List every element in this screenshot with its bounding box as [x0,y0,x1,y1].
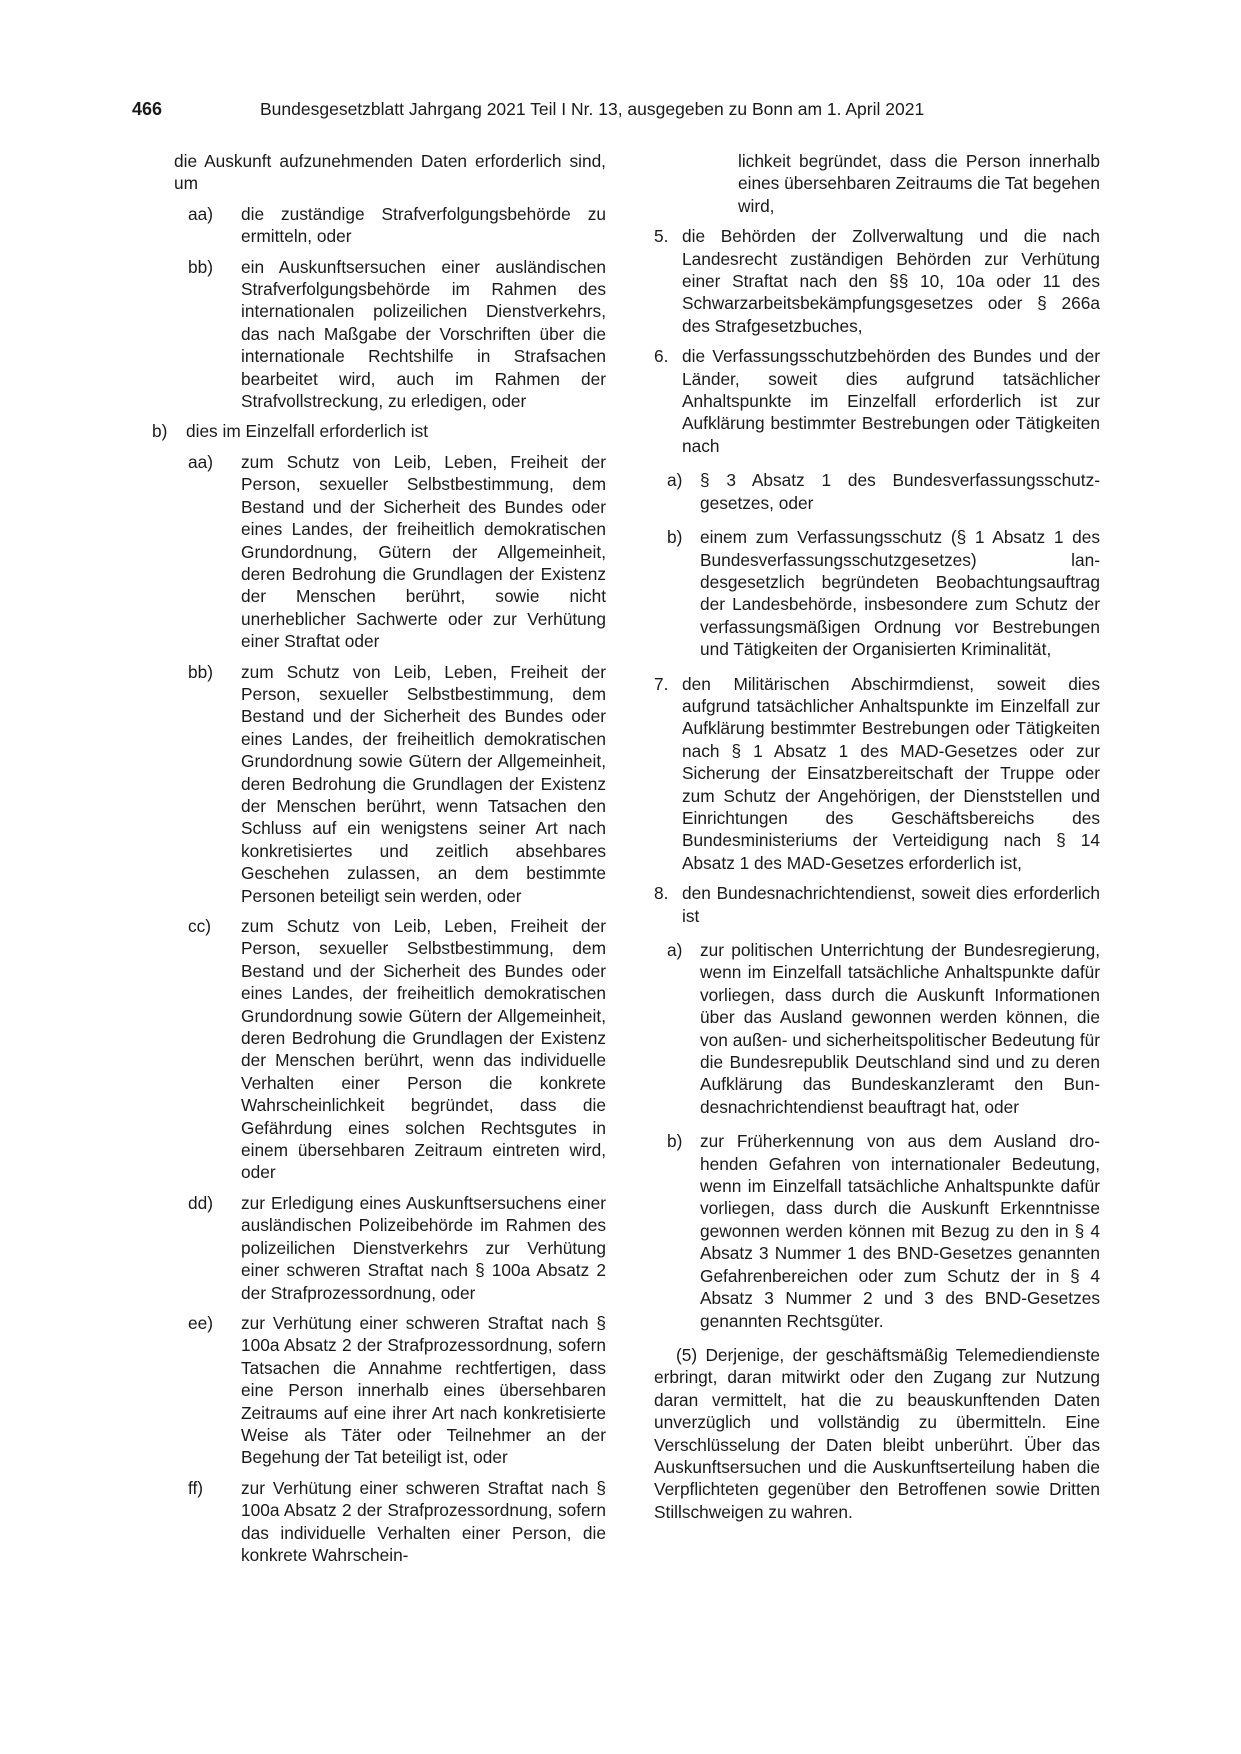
item-label: a) [667,940,683,960]
list-item-5 [654,225,1100,337]
item-text: zur Verhütung einer schweren Straftat nach § 100a Absatz 2 der Strafprozessordnung, sofern Tatsachen die Annahme rechtfertigen, dass eine Person innerhalb eines übersehbaren Zeitraums auf eine ihrer Art nach konkretisierte Weise als Täter oder Teilnehmer an der Begehung der Tat beteiligt ist, oder [241,1312,606,1468]
left-column [152,150,606,1566]
list-item-ee [174,1312,606,1469]
item-label: cc) [188,916,212,936]
item-label: aa) [188,451,213,472]
intro-text: die Auskunft aufzunehmenden Daten erforderlich sind, um [174,151,606,194]
item-text: zum Schutz von Leib, Leben, Freiheit der Person, sexueller Selbstbestimmung, dem Bestand und der Sicherheit des Bundes oder eines Landes, der freiheitlich demokratischen Grundordnung sowie Gütern der Allgemeinheit, deren Bedrohung die Grundlagen der Existenz der Menschen berührt, wenn das individuelle Verhalten einer Person die konkrete Wahrscheinlichkeit begründet, dass die Gefährdung eines solchen Rechtsgutes in einem übersehbaren Zeitraum eintreten wird, oder [241,916,606,1183]
list-item-8 [654,882,1100,927]
item-label: a) [667,470,683,491]
item-text: den Bundesnachrichtendienst, soweit dies erforderlich ist [682,883,1100,926]
item-label: dd) [188,1192,213,1213]
item-label: 7. [654,673,669,694]
item-label: b) [667,1131,683,1152]
list-item-6b [654,526,1100,660]
item-text: die zuständige Strafverfolgungsbehörde zu ermitteln, oder [241,203,606,247]
page-number: 466 [132,99,163,119]
list-item-cc [174,915,606,1184]
list-item-b [152,420,606,442]
list-item-7 [654,673,1100,875]
list-item-6a [654,469,1100,514]
item-text: die Verfassungsschutzbehörden des Bundes und der Länder, soweit dies aufgrund tatsächlicher Anhaltspunkte im Einzelfall erforderlich ist zur Aufklärung bestimmter Bestrebungen oder Tätigkeiten nach [682,346,1100,456]
list-item-aa [174,203,606,248]
page-header [132,99,982,125]
item-text: die Behörden der Zollverwaltung und die nach Landesrecht zuständigen Behörden zur Verhütung einer Straftat nach den §§ 10, 10a oder 11 des Schwarzarbeitsbekämpfungsgesetzes oder § 266a des Strafgesetzbuches, [682,226,1100,336]
list-item-8a [654,939,1100,1118]
item-label: 6. [654,346,669,367]
item-text: zur Verhütung einer schweren Straftat nach § 100a Absatz 2 der Strafprozessordnung, sofern das individuelle Verhalten einer Person, die konkrete Wahrschein- [241,1477,606,1565]
list-item-8b [654,1130,1100,1332]
item-label: 8. [654,883,669,904]
item-label: b) [667,527,683,548]
list-item-6 [654,345,1100,457]
item-text: zur politischen Unterrichtung der Bundesregierung, wenn im Einzelfall tatsächliche Anhaltspunkte dafür vorliegen, dass durch die Auskunft Informationen über das Ausland gewonnen werden können, die von außen- und sicherheitspolitischer Bedeutung für die Bundesrepublik Deutschland sind und zu deren Aufklärung das Bundeskanzleramt den Bundesnachrichtendienst beauftragt hat, oder [700,940,1100,1117]
gazette-title: Bundesgesetzblatt Jahrgang 2021 Teil I Nr. 13, ausgegeben zu Bonn am 1. April 2021 [260,99,925,119]
item-label: ee) [188,1312,213,1333]
list-item-bb [174,661,606,907]
item-label: ff) [188,1477,204,1498]
list-item-aa [174,451,606,653]
item-text: zur Früherkennung von aus dem Ausland drohenden Gefahren von internationaler Bedeutung, wenn im Einzelfall tatsächliche Anhaltspunkte dafür vorliegen, dass durch die Auskunft Erkenntnisse gewonnen werden können mit Bezug zu den in § 4 Absatz 3 Nummer 1 des BND-Gesetzes genannten Gefahrenbereichen oder zum Schutz der in § 4 Absatz 3 Nummer 2 und 3 des BND-Gesetzes genannten Rechtsgüter. [700,1131,1100,1331]
item-label: aa) [188,203,213,224]
item-text: zur Erledigung eines Auskunftsersuchens einer ausländischen Polizeibehörde im Rahmen des polizeilichen Dienstverkehrs zur Verhütung einer schweren Straftat nach § 100a Absatz 2 der Strafprozessordnung, oder [241,1192,606,1303]
item-label: bb) [188,256,213,277]
list-item-dd [174,1192,606,1304]
item-text: § 3 Absatz 1 des Bundesverfassungsschutzgesetzes, oder [700,470,1100,513]
item-label: bb) [188,661,213,682]
right-column [654,150,1100,1523]
item-text: einem zum Verfassungsschutz (§ 1 Absatz 1 des Bundesverfassungsschutzgesetzes) landesgesetzlich begründeten Beobachtungsauftrag der Landesbehörde, insbesondere zum Schutz der verfassungsmäßigen Ordnung vor Bestrebungen und Tätigkeiten der Organisierten Kriminalität, [700,527,1100,660]
list-item-ff [174,1477,606,1567]
paragraph-5: (5) Derjenige, der geschäftsmäßig Telemediendienste erbringt, daran mitwirkt oder den Zugang zur Nutzung daran vermittelt, hat die zu beauskunftenden Daten unverzüglich und vollständig zu übermitteln. Eine Verschlüsselung der Daten bleibt unberührt. Über das Auskunftsersuchen und die Auskunftserteilung haben die Verpflichteten gegenüber den Betroffenen sowie Dritten Stillschweigen zu wahren. [654,1344,1100,1522]
list-item-bb [174,256,606,413]
item-label: 5. [654,226,669,247]
item-text: den Militärischen Abschirmdienst, soweit dies aufgrund tatsächlicher Anhaltspunkte im Einzelfall zur Aufklärung bestimmter Bestrebungen oder Tätigkeiten nach § 1 Absatz 1 des MAD-Gesetzes oder zur Sicherung der Einsatzbereitschaft der Truppe oder zum Schutz der Angehörigen, der Dienststellen und Einrichtungen des Geschäftsbereichs des Bundesministeriums der Verteidigung nach § 14 Absatz 1 des MAD-Gesetzes erforderlich ist, [682,673,1100,873]
item-text: zum Schutz von Leib, Leben, Freiheit der Person, sexueller Selbstbestimmung, dem Bestand und der Sicherheit des Bundes oder eines Landes, der freiheitlich demokratischen Grundordnung sowie Gütern der Allgemeinheit, deren Bedrohung die Grundlagen der Existenz der Menschen berührt, wenn Tatsachen den Schluss auf ein wenigstens seiner Art nach konkretisiertes und zeitlich absehbares Geschehen zulassen, an dem bestimmte Personen beteiligt sein werden, oder [241,661,606,906]
item-text: ein Auskunftsersuchen einer ausländischen Strafverfolgungsbehörde im Rahmen des internationalen polizeilichen Dienstverkehrs, das nach Maßgabe der Vorschriften über die internationale Rechtshilfe in Strafsachen bearbeitet wird, auch im Rahmen der Strafvollstreckung, zu erledigen, oder [241,256,606,412]
continuation-text: lichkeit begründet, dass die Person innerhalb eines übersehbaren Zeitraums die Tat begehen wird, [738,151,1100,216]
item-label: b) [152,421,168,442]
item-text: zum Schutz von Leib, Leben, Freiheit der Person, sexueller Selbstbestimmung, dem Bestand und der Sicherheit des Bundes oder eines Landes, der freiheitlich demokratischen Grundordnung, Gütern der Allgemeinheit, deren Bedrohung die Grundlagen der Existenz der Menschen berührt, sowie nicht unerheblicher Sachwerte oder zur Verhütung einer Straftat oder [241,451,606,652]
item-text: dies im Einzelfall erforderlich ist [186,421,429,442]
